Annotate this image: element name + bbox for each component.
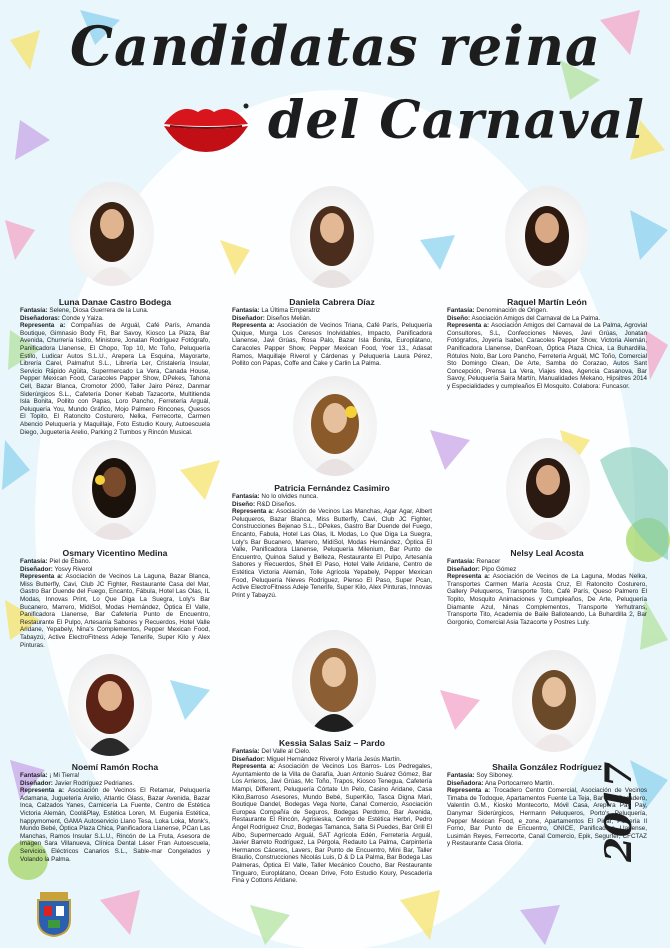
fantasia-label: Fantasía:: [232, 493, 260, 500]
fantasia-label: Fantasía:: [447, 307, 475, 314]
representa-value: Asociación de Vecinos de La Laguna, Modas Nelka, Transportes Carmen María Acosta Cruz, El Ratoncito Costurero, Gallery Peluqueros, Transporte Toto, Café París, Queso Palmero El Topito, Mosquito Animaciones y Cumpleaños, De Arte, Peluquería Diamante Azul, Ninas Complementos, Transporte Yerhutrans, Transporte Tito, Academia de Baile Balloteando, La Buhardilla 2, Bar Gorgonio, Comercial Asia Tazacorte y Postres Luly.: [447, 573, 647, 626]
candidate-name: Nelsy Leal Acosta: [510, 548, 584, 558]
designer-label: Diseñadora:: [447, 779, 484, 787]
representa-label: Representa a:: [447, 573, 490, 581]
representa-value: Compañías de Arguál, Café París, Amanda Boutique, Gimnasio Body Fit, Bar Savoy, Kiosco La Plaza, Bar Avenida, Churrería Isidro, Ministore, Jonatan Rodríguez Fotógrafo, Panificadora Llanense, El Chopo, Top 10, Mc Toño, Peluquería Estilo, Ludicar Autos S.L.U., Arepera La Esquina, Mayorarte, Librería Carel, Palmafrut S.L., Librería Ler, Cristalería Insular, Servicio Rápido Agüita, Supermercado La Vera, Canada House, Pepper Mexican Food, Caracoles Papper Show, DPekes, Tahona Cell, Bazar Blanca, Cromotor 2000, Taller Jairo Pérez, Danmar Siderúrgicos S.L., Cafetería Doner Kebab Tazacorte, Multitienda Isla Bonita, Pollito con Papas, Loro Pancho, Ferretería Arguál, Peluquería You, Mundo Gráfico, Mojo Palmero Rincones, Quesos El Topito, El Ratoncito Costurero, Nelka, Ferrecorte, Carmen Abencio Peluquería y Maquillaje, Foto Estudio Koury, Autoescuela Diego, Juguetería Arelio, Parking 2 Tumbos y Rincón Musical.: [20, 322, 210, 436]
candidate-photo: [68, 654, 152, 756]
representa-label: Representa a:: [447, 322, 490, 330]
representa-label: Representa a:: [20, 573, 63, 581]
candidate-photo: [290, 186, 374, 288]
designer-label: Diseñadoras:: [20, 314, 60, 322]
representa-label: Representa a:: [447, 787, 491, 795]
designer-label: Diseño:: [232, 500, 256, 508]
candidate-name: Raquel Martín León: [507, 297, 587, 307]
candidate-name: Daniela Cabrera Díaz: [289, 297, 375, 307]
candidate-name: Luna Danae Castro Bodega: [58, 297, 172, 307]
designer-value: Yosvy Riverol: [54, 565, 93, 573]
designer-value: Javier Rodríguez Pedrianes.: [54, 779, 135, 787]
candidate-photo: [512, 650, 596, 752]
designer-label: Diseño:: [447, 314, 471, 322]
fantasia-value: Del Valle al Cielo.: [261, 748, 311, 755]
fantasia-value: Renacer: [476, 558, 501, 565]
designer-label: Diseñador:: [447, 565, 480, 573]
representa-value: Asociación de Vecinos Las Manchas, Agar Agar, Albert Peluqueros, Bazar Blanca, Miss Butterfly, Cavi, Club JC Fighter, Construcciones Bejenao S.L., DPekes, Gastro Bar Duende del Fuego, Encanto, Fabula, Hotel Las Olas, IL Modas, Lo Que Diga La Suegra, Loly's Bar Bucanero, Marrero, MidiSol, Modas Hernández, Óptica El Valle, Panificadora Llanense, Peluquería Milenium, Bar Punto de Encuentro, Quinoa Salud y Belleza, Restaurante El Pulpo, Artesanía Sabores y Recuerdos, Shell El Paso, Hotel Valle Aridane, Centro de Estética Victoria Alemán, Tolle Agrícola Yepabely, Pepper Mexican Food, Peluquería Nieves Rodríguez, Pienso El Paso, Super Pcan, Active ElectroFitness Adeje Tenerife, Super Kilo, Alex Pinturas, Innovas Print y Tabayzú.: [232, 508, 433, 599]
municipal-crest-icon: [34, 888, 74, 938]
candidate-photo: [506, 438, 590, 540]
candidate-name: Osmary Vicentino Medina: [62, 548, 168, 558]
designer-value: Diseños Melián.: [266, 314, 312, 322]
poster-title: [0, 8, 670, 168]
representa-value: Trocadero Centro Comercial, Asociación de Vecinos Timaba de Todoque, Apartamentos Fuente La Teja, Bar Grill Secadero, Valentín G.M., Kiosko Montecorto, Móvil Casa, Arepera Pay Pay, Danymar Siderúrgicos, Hermann Peluqueros, Porto's Peluquería, Pepper Mexican Food, e_zone, Apartamentos El Pinar, Pizzería Il Forno, Bar Punto de Encuentro, ONICE, Panificadora Llanense, Lusimán Reyes, Ferrecorte, Canal Comercio, Epik, Segurfer, CFCTAZ y Restaurante Casa Gloria.: [447, 787, 647, 848]
candidate-name: Noemí Ramón Rocha: [71, 762, 159, 772]
fantasia-label: Fantasía:: [447, 558, 475, 565]
fantasia-label: Fantasía:: [20, 772, 48, 779]
fantasia-value: Soy Siboney.: [476, 772, 514, 779]
lips-icon: [160, 98, 252, 154]
candidate-details: [20, 558, 210, 649]
candidate-photo: [505, 186, 589, 288]
candidate-name: Shaila González Rodríguez: [492, 762, 602, 772]
candidate-name: Kessia Salas Saiz – Pardo: [278, 738, 386, 748]
title-line2: del Carnaval: [268, 90, 645, 151]
candidate-details: [232, 307, 432, 368]
representa-value: Asociación de Vecinos El Retamar, Peluquería Adamana, Juguetería Arelio, Atlantic Glass, Bazar Avenida, Bazar Inca, Calzados Yanes, Carnicería La Fuente, Centro de Estética Victoria Alemán, Cool&Play, Estética Loren, M. Eugenia Estética, happymoment, GAMA Autoservicio Llano Tesa, Loka Loka, Monk's, Mundo Bebé, Óptica Plaza Chica, Panificadora Llanense, PCan Las Manchas, Ramos Insular S.L.U., Rincón de La Fruta, Asesora de Imagen Sara Villanueva, Clínica Dental Láser Fran Autoescuela, Servicios Eléctricos Canarios S.L., Sable-mar Congelados y Volando la Palma.: [20, 787, 210, 863]
fantasia-label: Fantasía:: [232, 307, 260, 314]
representa-label: Representa a:: [20, 322, 66, 330]
fantasia-value: Selene, Diosa Guerrera de la Luna.: [49, 307, 149, 314]
year-label: 2017: [598, 761, 640, 862]
representa-value: Asociación de Vecinos La Laguna, Bazar Blanca, Miss Butterfly, Cavi, Club JC Fighter, Restaurante Casa del Mar, Gastro Bar Duende del Fuego, Encanto, Fábula, Hotel Las Olas, IL Modas, Innovas Print, Lo Que Diga La Suegra, Loly's Bar Bucanero, Marrero, MidiSol, Modas Hernández, Óptica El Valle, Panificadora Llanense, Bar Cafetería Punto de Encuentro, Restaurante El Pulpo, Artesanía Sabores y Recuerdos, Hotel Valle Aridane, Yepabely, Nina's Complementos, Pepper Mexican Food, Tabayzú, Active ElectroFitness Adeje Tenerife, Super Kilo y Alex Pinturas.: [20, 573, 210, 649]
candidate-details: [447, 307, 647, 391]
fantasia-label: Fantasía:: [20, 558, 48, 565]
fantasia-value: No lo olvides nunca.: [261, 493, 319, 500]
designer-value: Miguel Hernández Riverol y María Jesús Martín.: [266, 755, 402, 763]
candidate-details: [20, 307, 210, 436]
fantasia-value: Denominación de Origen.: [476, 307, 548, 314]
representa-label: Representa a:: [232, 322, 275, 330]
candidate-photo: [70, 182, 154, 286]
representa-label: Representa a:: [232, 508, 275, 516]
fantasia-value: ¡ Mi Tierra!: [49, 772, 80, 779]
fantasia-label: Fantasía:: [447, 772, 475, 779]
designer-label: Diseñador:: [232, 755, 265, 763]
designer-label: Diseñador:: [232, 314, 265, 322]
fantasia-label: Fantasía:: [232, 748, 260, 755]
representa-value: Asociación de Vecinos Triana, Café París, Peluquería Quique, Murga Los Ceresos Inolvidables, Impacto, Panificadora Llanense, Javi Grúas, Rosa Palo, Bazar Isla Bonita, Europlátano, Caracoles Papper Show, Pepper Mexican Food, Yoer 13., Adasat Ramos, Maquillaje Riverol y Cárdenas y Peluquería Laura Pérez, Pollito con Papas, Coffe and Cake y Carlin La Palma.: [232, 322, 433, 368]
designer-value: Ana Portocarrero Martín.: [484, 779, 555, 787]
designer-value: R&D Diseños.: [256, 500, 297, 508]
candidate-details: [232, 493, 432, 599]
fantasia-value: La Última Emperatriz: [261, 307, 321, 314]
representa-value: Asociación Amigos del Carnaval de La Palma, Agrovial Consultores, S.L, Confecciones Nieves, Javi Grúas, Jonatan Fotógrafos, Joyería Isabel, Caracoles Papper Show, Victoria Alemán, Panificadora Llanense, DanRoan, Óptica Plaza Chica, La Buhardilla, Rótulos Nolo, Bar Loro Pancho, Ferretería Arguál, MC Toño, Comercial Sto Domingo Clean, De Arte, Samba do Corazao, Autos Sant Concepción, Prensa La Vera, Viajes Idea, Agencia Casanova, Bar Savoy, Peluquería Saira Martín, Manualidades Mekano, Hipsitres 2014 y Especialidades y cumpleaños El Mosquito. Colabora: Funcasor.: [447, 322, 647, 390]
designer-value: Pipo Gómez: [481, 565, 517, 573]
designer-value: Asociación Amigos del Carnaval de La Palma.: [471, 314, 601, 322]
fantasia-value: Piel de Ébano.: [49, 558, 91, 565]
candidate-details: [447, 558, 647, 626]
candidate-details: [232, 748, 432, 885]
candidate-photo: [72, 440, 156, 540]
representa-value: Asociación de Vecinos Los Barros- Los Pedregales, Ayuntamiento de la Villa de Garafía, Juan Antonio Suárez Gómez, Bar Los Arrieros, Javi Grúas, Mc Toño, Trapos, Kiosco Tenegua, Cafetería Mampi, Different, Peluquería Córtate Un Pelo, Casino Aridane, Casa Kiko,Barroso Asesores, Mundo Bebé, SuperKilo, Tasca Digna Mari, Boutique Dandel, Bodegas Vega Norte, Canal Comercio, Asociación Europea Compañía de Seguros, Bodegas Perdomo, Bar Avenida, Restaurante El Rincón, Agrisieska, Centro de Estética Herbri, Pedro Ángel Rodríguez Cruz, Bodegas Tamanca, Salta Si Puedes, Bar Grill El Albo, Supermercado Arguál, SAT Agrícola Edén, Ferretería Arguál, Javier Barreto Rodríguez, La Pérgola, Redauto La Palma, Carpintería Hermanos Cáceres, Lavers, Bar Punto de Encuentro, Mini Bar, Taller Braulio, Construcciones Nicolás Luis, D & D La Palma, Bar Bodega Las Palmeras, Óptica El Valle, Taller Mecánico Coucho, Bar Restaurante Tinguaro, Europlátano, Ocean Drive, Foto Estudio Koury, Pescadería Fina y Cottons Aridane.: [232, 763, 432, 885]
representa-label: Representa a:: [232, 763, 276, 771]
candidate-photo: [293, 376, 377, 476]
candidate-photo: [292, 630, 376, 732]
title-line1: Candidatas reina: [70, 14, 601, 78]
representa-label: Representa a:: [20, 787, 65, 795]
designer-label: Diseñador:: [20, 565, 53, 573]
candidate-name: Patricia Fernández Casimiro: [274, 483, 390, 493]
designer-label: Diseñador:: [20, 779, 53, 787]
fantasia-label: Fantasía:: [20, 307, 48, 314]
candidate-details: [20, 772, 210, 863]
designer-value: Conde y Yaiza.: [61, 314, 104, 322]
